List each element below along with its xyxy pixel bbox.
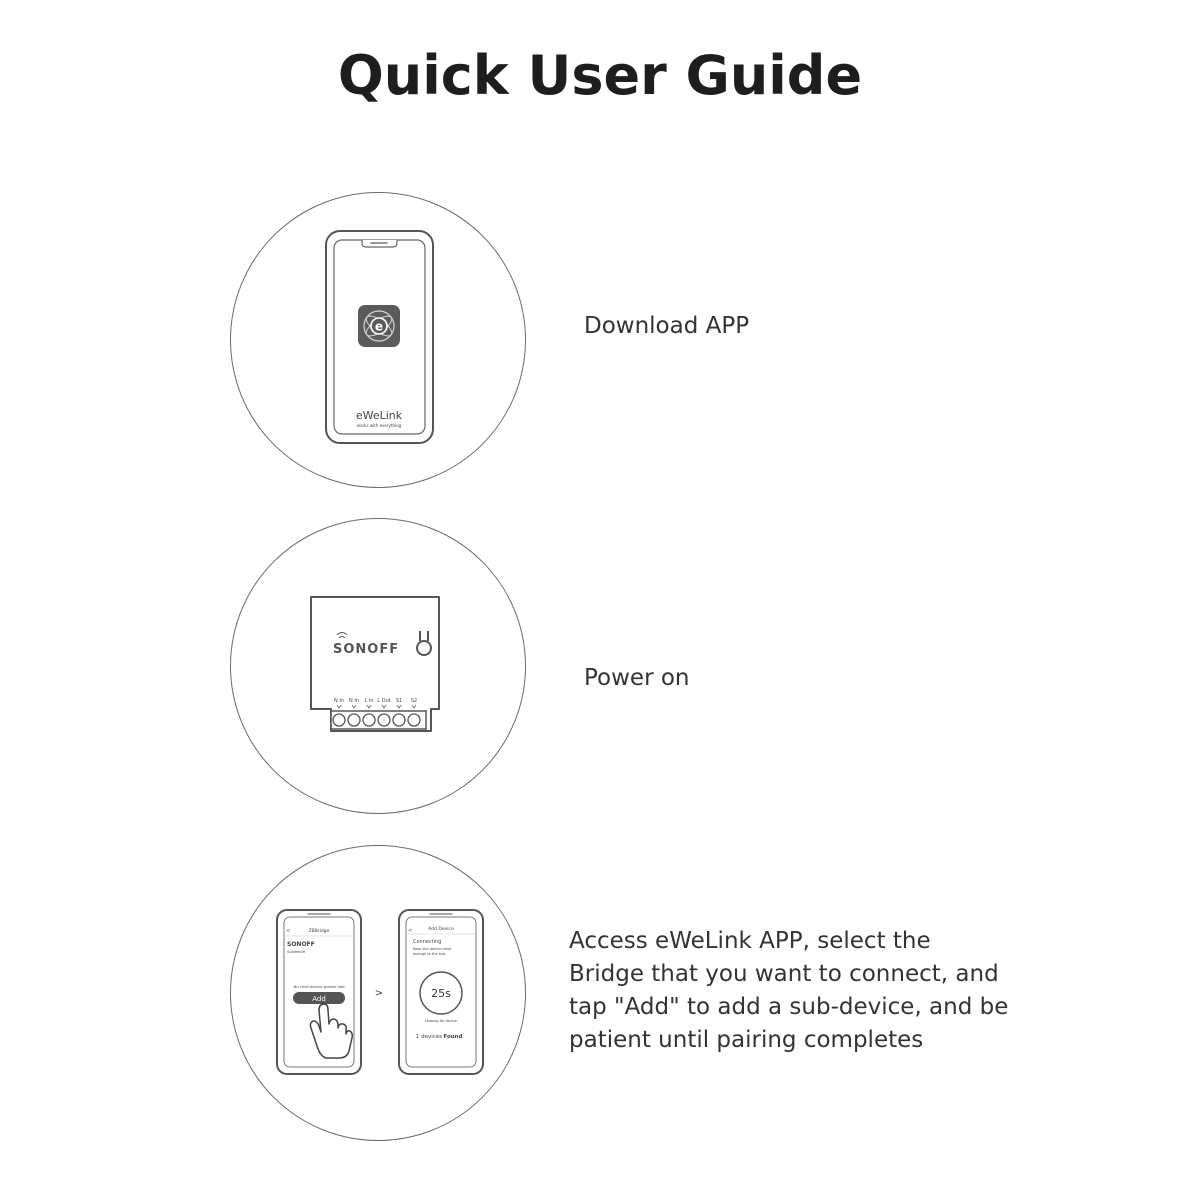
svg-text:Add Device: Add Device xyxy=(428,927,454,932)
svg-text:enough to the hub: enough to the hub xyxy=(413,952,446,956)
svg-text:N In: N In xyxy=(349,698,359,704)
svg-text:No child device please add: No child device please add xyxy=(293,984,345,989)
right-phone-icon xyxy=(399,910,483,1074)
svg-text:Subdevice: Subdevice xyxy=(287,950,306,954)
app-tagline-label: works with everything xyxy=(356,423,402,428)
arrow-icon: > xyxy=(374,988,384,999)
sonoff-device-icon xyxy=(231,519,527,815)
svg-text:Found: Found xyxy=(443,1034,463,1040)
add-button-label: Add xyxy=(312,995,326,1003)
brand-label: SONOFF xyxy=(333,642,400,657)
pairing-phones-illustration xyxy=(231,846,527,1142)
phone-eWeLink-icon xyxy=(231,193,527,489)
svg-text:Keep the device close: Keep the device close xyxy=(413,947,452,951)
step2-text: Power on xyxy=(584,665,690,691)
svg-text:N In: N In xyxy=(334,698,344,704)
step1-illustration xyxy=(230,192,526,488)
app-name-label: eWeLink xyxy=(355,409,403,422)
svg-text:S1: S1 xyxy=(395,698,403,704)
step1-text: Download APP xyxy=(584,313,750,339)
svg-text:e: e xyxy=(374,319,384,334)
svg-text:L In: L In xyxy=(364,698,374,704)
svg-text:SONOFF: SONOFF xyxy=(287,941,315,948)
left-phone-icon xyxy=(277,910,361,1074)
svg-text:S2: S2 xyxy=(410,698,418,704)
svg-text:L Out: L Out xyxy=(377,698,391,704)
svg-text:1 devices: 1 devices xyxy=(415,1034,443,1040)
svg-text:ZBBridge: ZBBridge xyxy=(308,929,330,934)
step2-illustration xyxy=(230,518,526,814)
ewelink-logo-icon xyxy=(358,305,400,347)
step3-text: Access eWeLink APP, select the Bridge that you want to connect, and tap "Add" to add a sub-device, and be patient until pairing completes xyxy=(569,928,1009,1053)
step3-illustration xyxy=(230,845,526,1141)
svg-text:<: < xyxy=(408,928,413,934)
page-title: Quick User Guide xyxy=(337,44,863,107)
svg-text:<: < xyxy=(286,928,291,934)
svg-text:Connecting: Connecting xyxy=(413,939,442,945)
svg-text:Looking for device: Looking for device xyxy=(424,1019,458,1023)
countdown-timer: 25s xyxy=(431,987,451,1000)
